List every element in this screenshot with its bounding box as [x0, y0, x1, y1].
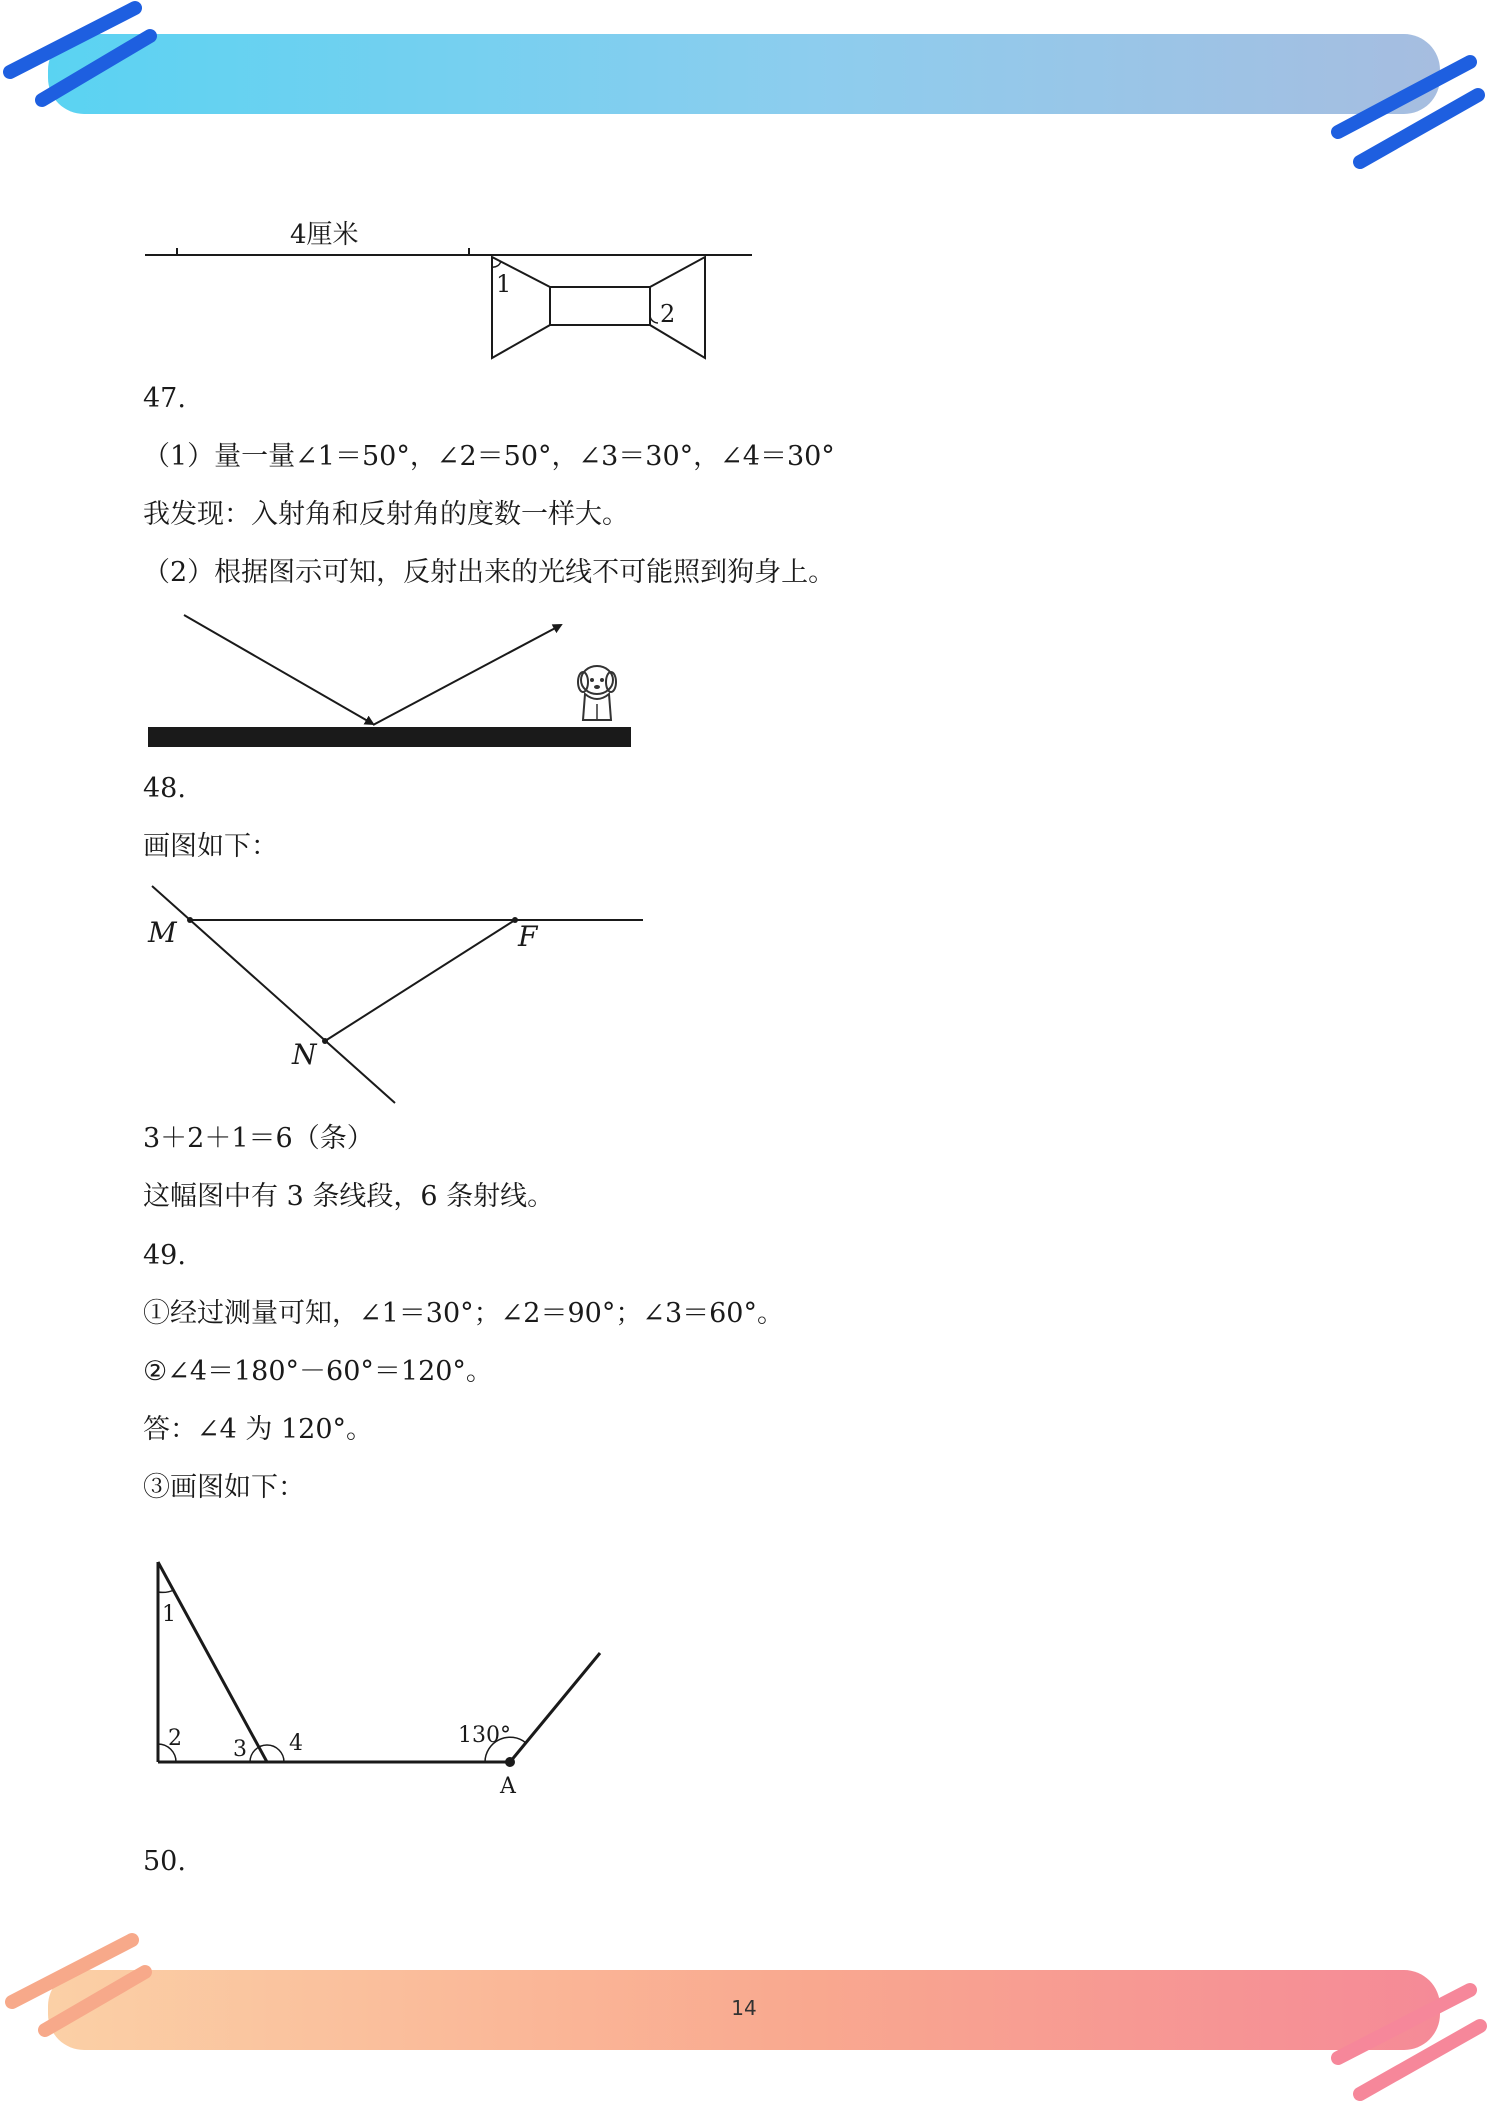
figure-lines-mfn	[140, 878, 660, 1108]
point-a-label: A	[500, 1774, 516, 1799]
q48-count: 3＋2＋1＝6（条）	[143, 1123, 374, 1154]
angle-value-label: 130°	[458, 1723, 511, 1748]
q47-part2: （2）根据图示可知，反射出来的光线不可能照到狗身上。	[143, 557, 836, 588]
q48-number: 48.	[143, 773, 186, 804]
q49-part3: ③画图如下：	[143, 1472, 305, 1503]
footer-stripes-left	[0, 1930, 170, 2060]
q47-number: 47.	[143, 383, 186, 414]
footer-stripes-right	[1320, 1970, 1488, 2104]
q50-number: 50.	[143, 1846, 186, 1877]
length-label: 4厘米	[290, 220, 359, 250]
point-m-label: M	[148, 916, 177, 949]
angle-2-label: 2	[168, 1726, 182, 1751]
page-number: 14	[731, 1996, 757, 2020]
angle-4-label: 4	[289, 1731, 303, 1756]
q49-part2: ②∠4＝180°－60°＝120°。	[143, 1356, 493, 1387]
figure-top-device	[140, 210, 760, 370]
q48-answer: 这幅图中有 3 条线段，6 条射线。	[143, 1181, 555, 1212]
header-banner	[48, 34, 1440, 114]
q49-answer: 答：∠4 为 120°。	[143, 1414, 374, 1445]
point-f-label: F	[518, 920, 538, 953]
point-n-label: N	[292, 1038, 317, 1071]
mirror-surface	[148, 727, 631, 747]
header-stripes-left	[0, 0, 170, 130]
figure-angles	[140, 1550, 620, 1810]
q49-part1: ①经过测量可知，∠1＝30°；∠2＝90°；∠3＝60°。	[143, 1298, 784, 1329]
q48-draw: 画图如下：	[143, 831, 278, 862]
q47-finding: 我发现：入射角和反射角的度数一样大。	[143, 499, 629, 530]
dog-icon	[578, 666, 616, 720]
header-stripes-right	[1320, 50, 1488, 180]
angle-1-label: 1	[496, 270, 512, 298]
q47-part1: （1）量一量∠1＝50°，∠2＝50°，∠3＝30°，∠4＝30°	[143, 441, 835, 472]
angle-2-label: 2	[660, 300, 676, 328]
q49-number: 49.	[143, 1240, 186, 1271]
figure-reflection	[140, 605, 640, 755]
angle-3-label: 3	[233, 1737, 247, 1762]
angle-1-label: 1	[162, 1602, 176, 1627]
